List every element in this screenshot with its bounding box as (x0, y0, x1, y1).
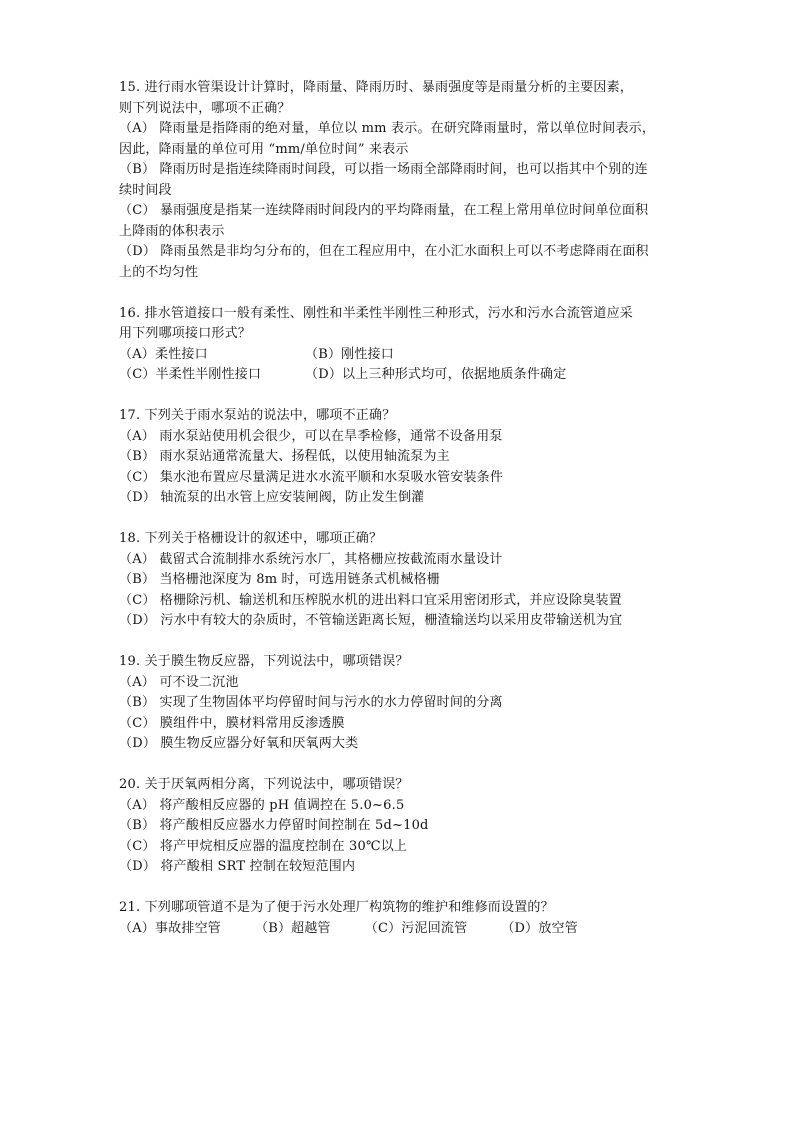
option-c: （C） 将产甲烷相反应器的温度控制在 30℃以上 (119, 838, 408, 854)
option-d: （D） 将产酸相 SRT 控制在较短范围内 (119, 859, 356, 874)
option-b: （B） 将产酸相反应器水力停留时间控制在 5d~10d (119, 818, 429, 833)
option-b: （B） 实现了生物固体平均停留时间与污水的水力停留时间的分离 (119, 695, 503, 710)
question-stem: 用下列哪项接口形式？ (119, 326, 252, 341)
question-16 (119, 304, 679, 386)
option-d: （D）以上三种形式均可，依据地质条件确定 (305, 367, 567, 382)
option-d-cont: 上的不均匀性 (119, 264, 199, 280)
option-d: （D）放空管 (501, 920, 578, 936)
option-c: （C）半柔性半刚性接口 (119, 367, 262, 382)
option-b-cont: 续时间段 (119, 182, 172, 198)
option-a-cont: 因此，降雨量的单位可用 “mm/单位时间” 来表示 (119, 141, 409, 157)
option-b: （B） 当格栅池深度为 8m 时，可选用链条式机械格栅 (119, 572, 440, 587)
option-a: （A）柔性接口 (119, 346, 208, 362)
question-18 (119, 529, 679, 632)
option-a: （A） 将产酸相反应器的 pH 值调控在 5.0~6.5 (119, 797, 405, 813)
question-stem: 18. 下列关于格栅设计的叙述中，哪项正确？ (119, 531, 383, 546)
option-c: （C） 集水池布置应尽量满足进水水流平顺和水泵吸水管安装条件 (119, 469, 504, 485)
option-d: （D） 轴流泵的出水管上应安装闸阀，防止发生倒灌 (119, 490, 425, 505)
option-d: （D） 降雨虽然是非均匀分布的，但在工程应用中，在小汇水面积上可以不考虑降雨在面积 (119, 244, 649, 259)
question-21 (119, 898, 679, 939)
exam-page (119, 78, 679, 960)
question-19 (119, 652, 679, 755)
question-stem: 15. 进行雨水管渠设计计算时，降雨量、降雨历时、暴雨强度等是雨量分析的主要因素， (119, 80, 634, 95)
options-grid (119, 345, 679, 386)
option-a: （A） 降雨量是指降雨的绝对量，单位以 mm 表示。在研究降雨量时，常以单位时间表示， (119, 121, 656, 136)
option-c: （C） 膜组件中，膜材料常用反渗透膜 (119, 715, 345, 731)
option-d: （D） 污水中有较大的杂质时，不管输送距离长短，栅渣输送均以采用皮带输送机为宜 (119, 613, 623, 628)
question-15 (119, 78, 679, 283)
option-c: （C） 暴雨强度是指某一连续降雨时间段内的平均降雨量，在工程上常用单位时间单位面积 (119, 203, 649, 218)
question-stem: 16. 排水管道接口一般有柔性、刚性和半柔性半刚性三种形式，污水和污水合流管道应采 (119, 305, 634, 321)
option-b: （B）刚性接口 (305, 346, 394, 362)
option-b: （B）超越管 (255, 920, 331, 936)
question-stem: 21. 下列哪项管道不是为了便于污水处理厂构筑物的维护和维修而设置的？ (119, 900, 554, 915)
option-c-cont: 上降雨的体积表示 (119, 223, 225, 239)
option-a: （A） 截留式合流制排水系统污水厂，其格栅应按截流雨水量设计 (119, 551, 503, 567)
option-a: （A）事故排空管 (119, 920, 221, 936)
question-stem: 19. 关于膜生物反应器，下列说法中，哪项错误？ (119, 654, 409, 669)
option-a: （A） 雨水泵站使用机会很少，可以在旱季检修，通常不设备用泵 (119, 428, 503, 444)
options-row (119, 919, 679, 940)
question-stem: 20. 关于厌氧两相分离，下列说法中，哪项错误？ (119, 777, 409, 792)
option-a: （A） 可不设二沉池 (119, 674, 239, 690)
option-b: （B） 降雨历时是指连续降雨时间段，可以指一场雨全部降雨时间，也可以指其中个别的连 (119, 162, 648, 177)
option-d: （D） 膜生物反应器分好氧和厌氧两大类 (119, 736, 359, 751)
option-c: （C） 格栅除污机、输送机和压榨脱水机的进出料口宜采用密闭形式，并应设除臭装置 (119, 592, 622, 608)
question-stem: 则下列说法中，哪项不正确？ (119, 100, 291, 116)
question-20 (119, 775, 679, 878)
question-stem: 17. 下列关于雨水泵站的说法中，哪项不正确？ (119, 408, 396, 423)
question-17 (119, 406, 679, 509)
option-b: （B） 雨水泵站通常流量大、扬程低，以使用轴流泵为主 (119, 449, 450, 464)
option-c: （C）污泥回流管 (364, 920, 468, 936)
